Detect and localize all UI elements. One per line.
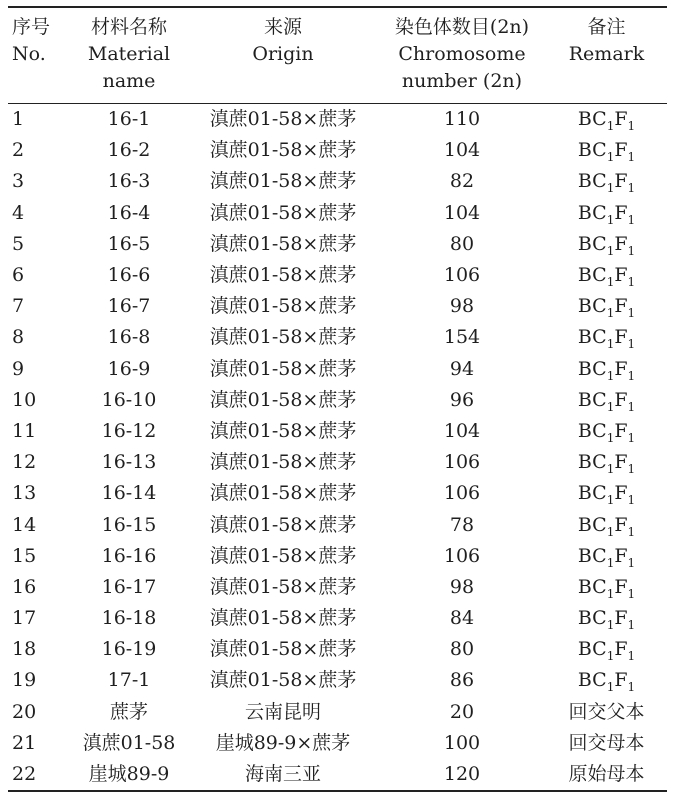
cell-origin: 崖城89-9×蔗茅	[215, 731, 351, 754]
cell-remark: 回交母本	[568, 731, 645, 754]
cell-no: 13	[12, 482, 37, 505]
remark-subscript: 1	[606, 399, 615, 414]
cell-remark	[546, 509, 667, 540]
cell-material-name: 16-8	[107, 326, 151, 349]
remark-bc: BC	[577, 451, 607, 474]
cell-no: 5	[12, 232, 25, 255]
cell-material-name: 16-6	[107, 264, 151, 287]
cell-remark	[546, 385, 667, 416]
cell-material-name: 16-12	[101, 419, 157, 442]
cell-remark	[546, 322, 667, 353]
remark-subscript: 1	[606, 150, 615, 165]
cell-origin: 滇蔗01-58×蔗茅	[209, 108, 357, 131]
cell-chromosome-number: 106	[443, 451, 481, 474]
table-row	[8, 697, 667, 728]
remark-f: F	[614, 669, 628, 692]
cell-no: 18	[12, 638, 37, 661]
header-remark	[546, 7, 667, 104]
remark-subscript: 1	[606, 680, 615, 695]
remark-f: F	[614, 201, 628, 224]
cell-origin: 云南昆明	[244, 700, 321, 723]
cell-chromosome-number: 86	[449, 669, 475, 692]
table-row	[8, 603, 667, 634]
header-origin-en: Origin	[252, 43, 314, 65]
cell-remark	[546, 416, 667, 447]
remark-f: F	[614, 170, 628, 193]
cell-remark	[546, 260, 667, 291]
cell-material-name: 16-19	[101, 638, 157, 661]
table-row	[8, 447, 667, 478]
remark-subscript: 1	[627, 493, 636, 508]
cell-origin: 滇蔗01-58×蔗茅	[209, 295, 357, 318]
cell-remark	[546, 104, 667, 136]
remark-subscript: 1	[606, 524, 615, 539]
remark-subscript: 1	[606, 493, 615, 508]
cell-no: 19	[12, 669, 37, 692]
remark-bc: BC	[577, 575, 607, 598]
table-row	[8, 291, 667, 322]
header-no-en: No.	[12, 43, 46, 65]
cell-origin: 滇蔗01-58×蔗茅	[209, 544, 357, 567]
remark-subscript: 1	[627, 618, 636, 633]
remark-subscript: 1	[627, 212, 636, 227]
cell-material-name: 16-18	[101, 607, 157, 630]
cell-origin: 滇蔗01-58×蔗茅	[209, 388, 357, 411]
cell-chromosome-number: 100	[443, 731, 481, 754]
remark-subscript: 1	[606, 649, 615, 664]
remark-bc: BC	[577, 108, 607, 131]
cell-chromosome-number: 120	[378, 759, 546, 791]
cell-origin: 滇蔗01-58×蔗茅	[209, 201, 357, 224]
cell-chromosome-number: 98	[449, 575, 475, 598]
remark-f: F	[614, 357, 628, 380]
remark-subscript: 1	[627, 119, 636, 134]
cell-no: 15	[12, 544, 37, 567]
remark-subscript: 1	[606, 306, 615, 321]
cell-chromosome-number: 78	[449, 513, 475, 536]
cell-remark	[546, 135, 667, 166]
header-chromosome	[378, 7, 546, 104]
header-material-name	[70, 7, 188, 104]
remark-bc: BC	[577, 357, 607, 380]
cell-material-name: 16-5	[107, 232, 151, 255]
cell-material-name: 16-9	[107, 357, 151, 380]
cell-no: 7	[12, 295, 25, 318]
table-row	[8, 354, 667, 385]
header-chromosome-zh: 染色体数目(2n)	[394, 16, 530, 38]
cell-origin: 滇蔗01-58×蔗茅	[209, 575, 357, 598]
table-row	[8, 198, 667, 229]
remark-subscript: 1	[606, 618, 615, 633]
remark-subscript: 1	[627, 399, 636, 414]
cell-chromosome-number: 98	[449, 295, 475, 318]
cell-chromosome-number: 104	[443, 201, 481, 224]
remark-subscript: 1	[627, 430, 636, 445]
table-row	[8, 416, 667, 447]
table-row	[8, 634, 667, 665]
table-row	[8, 229, 667, 260]
cell-origin: 滇蔗01-58×蔗茅	[209, 669, 357, 692]
table-body	[8, 104, 667, 792]
cell-chromosome-number: 104	[443, 139, 481, 162]
remark-subscript: 1	[606, 586, 615, 601]
cell-chromosome-number: 80	[449, 638, 475, 661]
remark-subscript: 1	[606, 181, 615, 196]
remark-bc: BC	[577, 513, 607, 536]
cell-chromosome-number: 106	[443, 264, 481, 287]
cell-remark	[546, 354, 667, 385]
cell-material-name: 滇蔗01-58	[82, 731, 176, 754]
remark-subscript: 1	[606, 275, 615, 290]
remark-f: F	[614, 513, 628, 536]
remark-subscript: 1	[627, 649, 636, 664]
cell-remark	[546, 572, 667, 603]
cell-origin: 滇蔗01-58×蔗茅	[209, 170, 357, 193]
cell-origin: 滇蔗01-58×蔗茅	[209, 607, 357, 630]
remark-bc: BC	[577, 482, 607, 505]
cell-remark	[546, 665, 667, 696]
remark-bc: BC	[577, 295, 607, 318]
remark-f: F	[614, 295, 628, 318]
table-row	[8, 665, 667, 696]
cell-origin: 滇蔗01-58×蔗茅	[209, 232, 357, 255]
cell-no: 1	[12, 108, 25, 131]
table-row	[8, 759, 667, 791]
remark-subscript: 1	[606, 368, 615, 383]
remark-subscript: 1	[627, 306, 636, 321]
remark-bc: BC	[577, 669, 607, 692]
remark-subscript: 1	[627, 586, 636, 601]
cell-chromosome-number: 94	[449, 357, 475, 380]
remark-bc: BC	[577, 326, 607, 349]
cell-remark	[546, 447, 667, 478]
cell-chromosome-number: 104	[443, 419, 481, 442]
remark-subscript: 1	[606, 555, 615, 570]
cell-remark	[546, 198, 667, 229]
cell-material-name: 16-3	[107, 170, 151, 193]
cell-no: 6	[12, 264, 25, 287]
cell-origin: 滇蔗01-58×蔗茅	[209, 139, 357, 162]
cell-chromosome-number: 154	[443, 326, 481, 349]
cell-no: 4	[12, 201, 25, 224]
remark-f: F	[614, 451, 628, 474]
cell-no: 17	[12, 607, 37, 630]
cell-origin: 滇蔗01-58×蔗茅	[209, 419, 357, 442]
header-no-zh: 序号	[12, 16, 51, 38]
remark-bc: BC	[577, 139, 607, 162]
remark-bc: BC	[577, 419, 607, 442]
cell-material-name: 16-2	[107, 139, 151, 162]
header-remark-en: Remark	[568, 43, 645, 65]
cell-chromosome-number: 96	[449, 388, 475, 411]
remark-subscript: 1	[606, 119, 615, 134]
cell-chromosome-number: 20	[449, 700, 475, 723]
table-row	[8, 572, 667, 603]
cell-chromosome-number: 80	[449, 232, 475, 255]
table-row	[8, 260, 667, 291]
header-chromosome-en: Chromosome number (2n)	[398, 43, 526, 92]
cell-no: 11	[12, 419, 37, 442]
cell-chromosome-number: 84	[449, 607, 475, 630]
table-row	[8, 104, 667, 136]
remark-subscript: 1	[627, 680, 636, 695]
table-row	[8, 385, 667, 416]
remark-subscript: 1	[627, 368, 636, 383]
cell-origin: 滇蔗01-58×蔗茅	[209, 638, 357, 661]
cell-material-name: 16-7	[107, 295, 151, 318]
cell-remark	[546, 166, 667, 197]
header-remark-zh: 备注	[587, 16, 626, 38]
table-row	[8, 509, 667, 540]
cell-remark: 原始母本	[546, 759, 667, 791]
remark-f: F	[614, 482, 628, 505]
table-row	[8, 478, 667, 509]
remark-bc: BC	[577, 544, 607, 567]
cell-origin: 滇蔗01-58×蔗茅	[209, 357, 357, 380]
remark-f: F	[614, 326, 628, 349]
remark-subscript: 1	[627, 150, 636, 165]
remark-bc: BC	[577, 232, 607, 255]
cell-remark	[546, 478, 667, 509]
cell-no: 3	[12, 170, 25, 193]
chromosome-table	[8, 6, 667, 792]
cell-remark	[546, 541, 667, 572]
remark-bc: BC	[577, 638, 607, 661]
cell-material-name: 16-1	[107, 108, 151, 131]
cell-material-name: 17-1	[107, 669, 151, 692]
cell-origin: 滇蔗01-58×蔗茅	[209, 482, 357, 505]
cell-remark: 回交父本	[568, 700, 645, 723]
cell-material-name: 崖城89-9	[70, 759, 188, 791]
remark-subscript: 1	[606, 212, 615, 227]
table-row	[8, 728, 667, 759]
cell-no: 16	[12, 575, 37, 598]
cell-no: 20	[12, 700, 37, 723]
remark-subscript: 1	[606, 462, 615, 477]
remark-subscript: 1	[606, 337, 615, 352]
remark-f: F	[614, 419, 628, 442]
cell-origin: 滇蔗01-58×蔗茅	[209, 326, 357, 349]
remark-subscript: 1	[627, 524, 636, 539]
remark-bc: BC	[577, 170, 607, 193]
cell-material-name: 16-16	[101, 544, 157, 567]
cell-remark	[546, 603, 667, 634]
cell-chromosome-number: 106	[443, 482, 481, 505]
remark-f: F	[614, 232, 628, 255]
remark-f: F	[614, 638, 628, 661]
remark-f: F	[614, 139, 628, 162]
remark-f: F	[614, 575, 628, 598]
remark-bc: BC	[577, 264, 607, 287]
remark-f: F	[614, 388, 628, 411]
remark-bc: BC	[577, 388, 607, 411]
remark-f: F	[614, 544, 628, 567]
remark-f: F	[614, 108, 628, 131]
table-row	[8, 166, 667, 197]
cell-no: 8	[12, 326, 25, 349]
cell-material-name: 16-10	[101, 388, 157, 411]
cell-material-name: 16-4	[107, 201, 151, 224]
remark-subscript: 1	[627, 275, 636, 290]
cell-no: 10	[12, 388, 37, 411]
cell-origin: 滇蔗01-58×蔗茅	[209, 451, 357, 474]
cell-remark	[546, 229, 667, 260]
cell-origin: 海南三亚	[188, 759, 378, 791]
header-no	[8, 7, 70, 104]
remark-subscript: 1	[627, 337, 636, 352]
cell-no: 12	[12, 451, 37, 474]
cell-remark	[546, 634, 667, 665]
table-row	[8, 322, 667, 353]
remark-subscript: 1	[627, 462, 636, 477]
remark-subscript: 1	[627, 181, 636, 196]
cell-material-name: 16-13	[101, 451, 157, 474]
remark-subscript: 1	[606, 430, 615, 445]
table-header-row	[8, 7, 667, 104]
remark-subscript: 1	[627, 243, 636, 258]
cell-material-name: 16-17	[101, 575, 157, 598]
remark-subscript: 1	[627, 555, 636, 570]
remark-f: F	[614, 264, 628, 287]
header-name-en: Material name	[87, 43, 171, 92]
cell-no: 14	[12, 513, 37, 536]
cell-no: 2	[12, 139, 25, 162]
cell-chromosome-number: 82	[449, 170, 475, 193]
remark-bc: BC	[577, 607, 607, 630]
cell-chromosome-number: 106	[443, 544, 481, 567]
table-row	[8, 541, 667, 572]
cell-no: 9	[12, 357, 25, 380]
cell-chromosome-number: 110	[443, 108, 481, 131]
header-origin-zh: 来源	[263, 16, 302, 38]
remark-f: F	[614, 607, 628, 630]
cell-material-name: 16-14	[101, 482, 157, 505]
cell-material-name: 16-15	[101, 513, 157, 536]
cell-no: 21	[12, 731, 37, 754]
header-name-zh: 材料名称	[90, 16, 167, 38]
cell-origin: 滇蔗01-58×蔗茅	[209, 513, 357, 536]
cell-origin: 滇蔗01-58×蔗茅	[209, 264, 357, 287]
remark-subscript: 1	[606, 243, 615, 258]
table-row	[8, 135, 667, 166]
remark-bc: BC	[577, 201, 607, 224]
cell-material-name: 蔗茅	[109, 700, 148, 723]
cell-no: 22	[8, 759, 70, 791]
cell-remark	[546, 291, 667, 322]
header-origin	[188, 7, 378, 104]
